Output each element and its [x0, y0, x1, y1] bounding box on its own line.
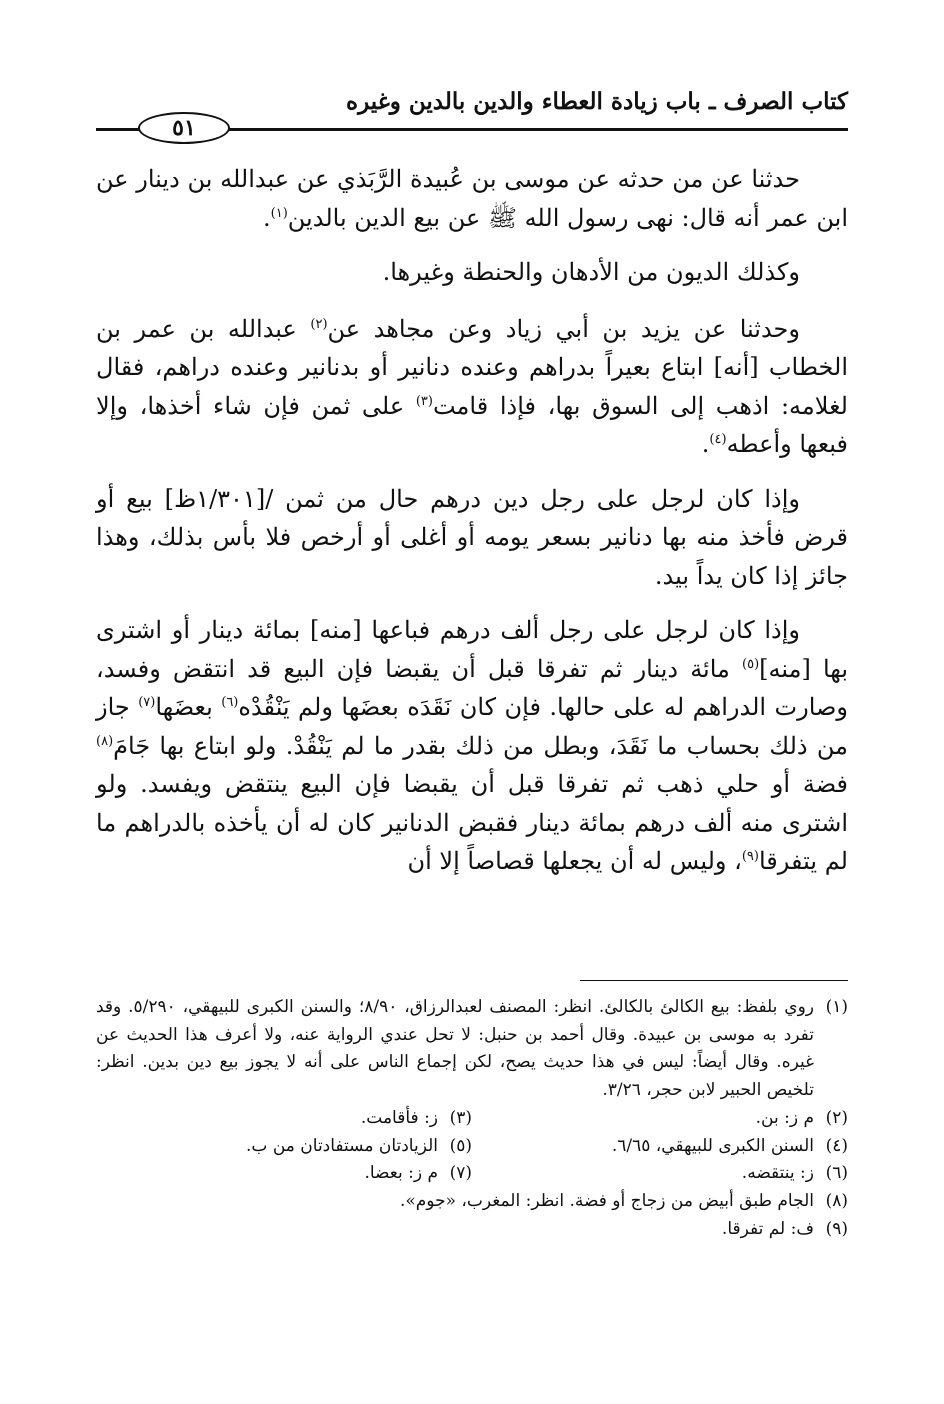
footnote-8-number: (٨) [825, 1190, 848, 1211]
footnote-6 [472, 1160, 848, 1188]
paragraph-5-text-c: بعضَها [155, 693, 222, 721]
footnote-ref-1[interactable]: (١) [270, 205, 288, 221]
paragraph-3 [96, 310, 848, 464]
footnote-7-text: م ز: بعضا. [364, 1163, 438, 1183]
running-title: كتاب الصرف ـ باب زيادة العطاء والدين بالدين وغيره [346, 88, 848, 115]
footnote-2-number: (٢) [825, 1108, 848, 1128]
footnote-8-text: الجام طبق أبيض من زجاج أو فضة. انظر: المغرب، «جوم». [399, 1190, 814, 1211]
footnote-8 [96, 1188, 848, 1216]
page-header [96, 86, 848, 150]
footnote-ref-7[interactable]: (٧) [138, 695, 156, 710]
paragraph-5-text-d: جاز من ذلك بحساب ما نَقَدَ، وبطل من ذلك بقدر ما لم يَنْقُدْ. ولو ابتاع بها جَامَ [96, 693, 848, 760]
footnote-ref-8[interactable]: (٨) [96, 733, 114, 749]
page-number: ٥١ [172, 115, 196, 141]
paragraph-2-text: وكذلك الديون من الأدهان والحنطة وغيرها. [382, 258, 800, 286]
footnote-3-text: ز: فأقامت. [360, 1108, 438, 1128]
footnote-row-2-3 [96, 1105, 848, 1133]
footnote-4 [472, 1133, 848, 1161]
footnotes [96, 994, 848, 1245]
paragraph-3-end: . [701, 430, 710, 458]
footnote-4-number: (٤) [825, 1135, 848, 1156]
footnote-9-text: ف: لم تفرقا. [721, 1219, 814, 1239]
paragraph-2 [96, 253, 848, 292]
footnote-9 [96, 1216, 848, 1244]
paragraph-5-text-f: ، وليس له أن يجعلها قصاصاً إلا أن [407, 847, 742, 875]
main-text [96, 160, 848, 897]
footnote-1 [96, 994, 848, 1104]
footnote-ref-5[interactable]: (٥) [742, 656, 760, 672]
paragraph-1-end: . [262, 203, 271, 232]
footnote-4-text: السنن الكبرى للبيهقي، ٦/٦٥. [611, 1135, 814, 1156]
footnote-7-number: (٧) [449, 1163, 472, 1183]
footnote-1-number: (١) [825, 997, 848, 1017]
paragraph-1-text: حدثنا عن من حدثه عن موسى بن عُبيدة الرَّبَذي عن عبدالله بن دينار عن ابن عمر أنه قال: نهى رسول الله ﷺ عن بيع الدين بالدين [96, 165, 848, 232]
paragraph-3-text-b: عبدالله بن عمر بن الخطاب [أنه] ابتاع بعيراً بدراهم وعنده دنانير أو بدنانير وعنده دراهم، فقال لغلامه: اذهب إلى السوق بها، فإذا قامت [96, 314, 848, 420]
paragraph-4-text: وإذا كان لرجل على رجل دين درهم حال من ثمن /[١/٣٠١ظ] بيع أو قرض فأخذ منه بها دنانير بسعر يومه أو أغلى أو أرخص فلا بأس بذلك، وهذا جائز إذا كان يداً بيد. [96, 484, 848, 590]
paragraph-3-text-c: على ثمن فإن شاء أخذها، وإلا فبعها وأعطه [96, 391, 848, 458]
footnote-1-text: روي بلفظ: بيع الكالئ بالكالئ. انظر: المصنف لعبدالرزاق، ٨/٩٠؛ والسنن الكبرى للبيهقي، ٥/٢٩٠. وقد تفرد به موسى بن عبيدة. وقال أحمد بن حنبل: لا تحل عندي الرواية عنه، ولا أعرف هذا الحديث عن غيره. وقال أيضاً: ليس في هذا حديث يصح، لكن إجماع الناس على أنه لا يجوز بيع دين بدين. انظر: تلخيص الحبير لابن حجر، ٣/٢٦. [96, 997, 814, 1100]
footnote-row-6-7 [96, 1160, 848, 1188]
footnote-2 [472, 1105, 848, 1133]
footnote-2-text: م ز: بن. [755, 1108, 814, 1128]
footnote-3-number: (٣) [449, 1108, 472, 1128]
footnote-7 [96, 1160, 472, 1188]
paragraph-5-text-e: فضة أو حلي ذهب ثم تفرقا قبل أن يقبضا فإن البيع ينتقض ويفسد. ولو اشترى منه ألف درهم بمائة دينار فقبض الدنانير كان له أن يأخذه بالدراهم ما لم يتفرقا [96, 770, 848, 875]
footnote-ref-4[interactable]: (٤) [709, 432, 727, 447]
footnote-6-number: (٦) [825, 1163, 848, 1183]
footnote-3 [96, 1105, 472, 1133]
page-number-frame [138, 112, 230, 144]
footnote-6-text: ز: ينتقضه. [741, 1163, 814, 1183]
footnote-row-4-5 [96, 1133, 848, 1161]
footnote-5-text: الزيادتان مستفادتان من ب. [246, 1135, 438, 1156]
paragraph-5 [96, 611, 848, 881]
paragraph-1 [96, 160, 848, 237]
footnote-separator [580, 980, 848, 981]
footnote-5 [96, 1133, 472, 1161]
footnote-5-number: (٥) [449, 1135, 472, 1156]
footnote-ref-9[interactable]: (٩) [741, 849, 759, 864]
footnote-ref-2[interactable]: (٢) [310, 316, 328, 332]
footnote-ref-6[interactable]: (٦) [221, 695, 239, 710]
paragraph-5-text-a: وإذا كان لرجل على رجل ألف درهم فباعها [منه] بمائة دينار أو اشترى بها [منه] [96, 616, 849, 683]
paragraph-5-text-b: مائة دينار ثم تفرقا قبل أن يقبضا فإن البيع قد انتقض وفسد، وصارت الدراهم له على حالها. فإن كان نَقَدَه بعضَها ولم يَنْقُدْه [96, 654, 849, 721]
paragraph-4 [96, 480, 848, 596]
footnote-ref-3[interactable]: (٣) [415, 393, 433, 409]
paragraph-3-text-a: وحدثنا عن يزيد بن أبي زياد وعن مجاهد عن [327, 314, 800, 343]
footnote-9-number: (٩) [825, 1219, 848, 1239]
